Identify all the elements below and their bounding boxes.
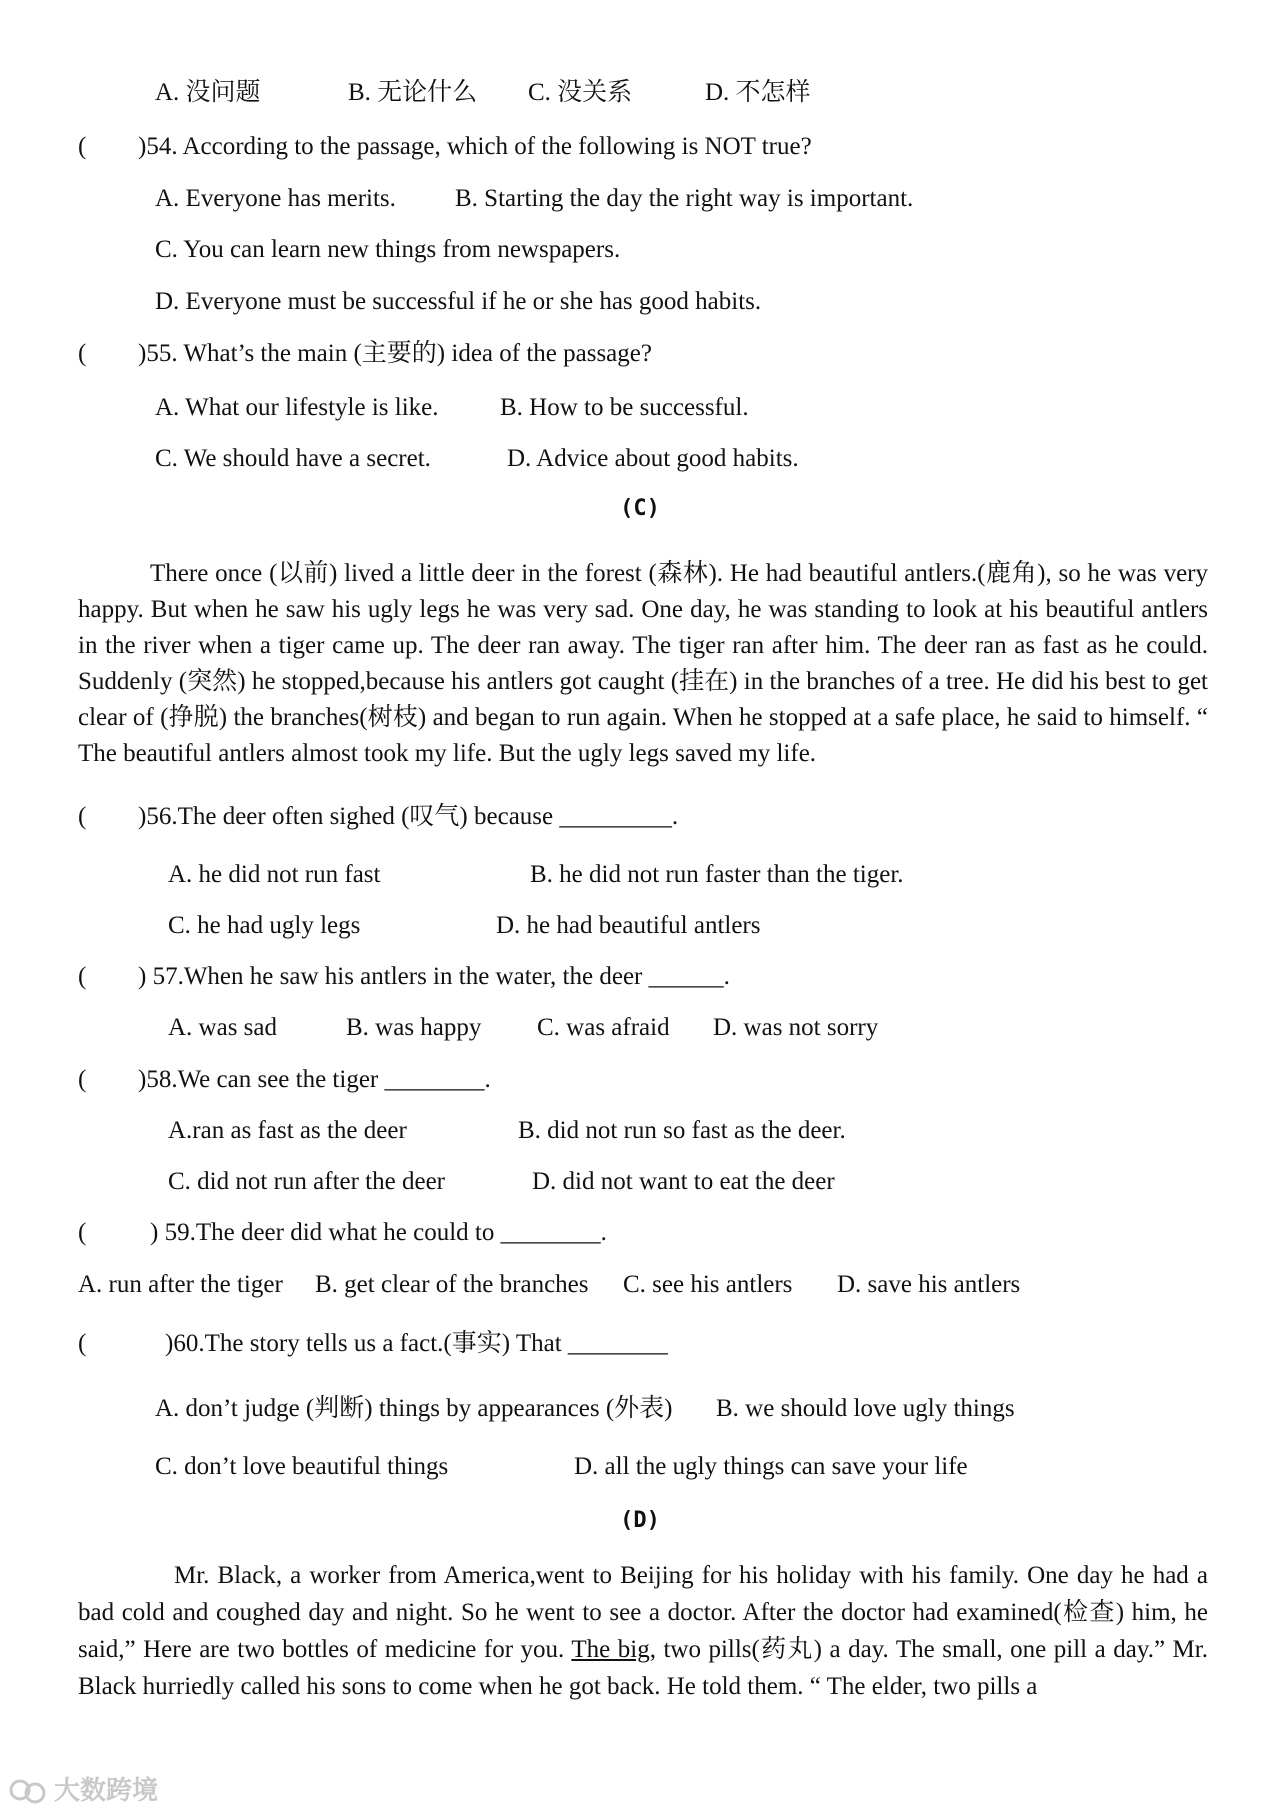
q59-option-c: C. see his antlers bbox=[623, 1271, 793, 1298]
q56-question: )56.The deer often sighed (叹气) because _________. bbox=[138, 803, 679, 830]
q55-option-c: C. We should have a secret. bbox=[155, 445, 431, 472]
q58-question: )58.We can see the tiger ________. bbox=[138, 1066, 491, 1093]
q53-option-a: A. 没问题 bbox=[155, 79, 261, 106]
q55-option-d: D. Advice about good habits. bbox=[507, 445, 799, 472]
q56-option-c: C. he had ugly legs bbox=[168, 912, 361, 939]
section-d-heading: (D) bbox=[620, 1508, 660, 1533]
q55-question: )55. What’s the main (主要的) idea of the passage? bbox=[138, 340, 652, 367]
q58-option-a: A.ran as fast as the deer bbox=[168, 1117, 407, 1144]
q58-option-d: D. did not want to eat the deer bbox=[532, 1168, 835, 1195]
q57-option-c: C. was afraid bbox=[537, 1014, 670, 1041]
q60-option-b: B. we should love ugly things bbox=[716, 1395, 1015, 1422]
passage-d bbox=[78, 1557, 1208, 1705]
q58-option-c: C. did not run after the deer bbox=[168, 1168, 445, 1195]
q59-option-d: D. save his antlers bbox=[837, 1271, 1021, 1298]
passage-d-text bbox=[78, 1557, 1208, 1705]
q54-option-c: C. You can learn new things from newspapers. bbox=[155, 236, 621, 263]
q60-option-d: D. all the ugly things can save your life bbox=[574, 1453, 968, 1480]
q53-option-c: C. 没关系 bbox=[528, 79, 633, 106]
q59-option-a: A. run after the tiger bbox=[78, 1271, 283, 1298]
q54-question: )54. According to the passage, which of the following is NOT true? bbox=[138, 133, 812, 160]
passage-c bbox=[78, 556, 1208, 772]
q55-option-a: A. What our lifestyle is like. bbox=[155, 394, 439, 421]
q60-option-a: A. don’t judge (判断) things by appearances (外表) bbox=[155, 1395, 673, 1422]
watermark-text: 大数跨境 bbox=[54, 1776, 159, 1806]
q59-question: ) 59.The deer did what he could to ________. bbox=[150, 1219, 607, 1246]
q55-option-b: B. How to be successful. bbox=[500, 394, 749, 421]
q57-option-b: B. was happy bbox=[346, 1014, 482, 1041]
q59-option-b: B. get clear of the branches bbox=[315, 1271, 589, 1298]
q56-paren: ( bbox=[78, 803, 87, 830]
q57-question: ) 57.When he saw his antlers in the water, the deer ______. bbox=[138, 963, 730, 990]
q57-paren: ( bbox=[78, 963, 87, 990]
q53-option-b: B. 无论什么 bbox=[348, 79, 478, 106]
section-c-heading: (C) bbox=[620, 496, 660, 521]
q56-option-b: B. he did not run faster than the tiger. bbox=[530, 861, 904, 888]
q57-option-a: A. was sad bbox=[168, 1014, 278, 1041]
passage-d-part1: Mr. Black, a worker from America,went to Beijing for his holiday with his family. One day he had a bad cold and coughed day and night. So he went to see a doctor. After the doctor had examined(检查) him, he said,” Here are two bottles of medicine for you. bbox=[78, 1562, 1208, 1663]
q56-option-d: D. he had beautiful antlers bbox=[496, 912, 761, 939]
q60-option-c: C. don’t love beautiful things bbox=[155, 1453, 449, 1480]
q60-paren: ( bbox=[78, 1330, 87, 1357]
q53-option-d: D. 不怎样 bbox=[705, 79, 811, 106]
q59-paren: ( bbox=[78, 1219, 87, 1246]
passage-c-text: There once (以前) lived a little deer in the forest (森林). He had beautiful antlers.(鹿角), so he was very happy. But when he saw his ugly legs he was very sad. One day, he was standing to look at his beautiful antlers in the river when a tiger came up. The deer ran away. The tiger ran after him. The deer ran as fast as he could. Suddenly (突然) he stopped,because his antlers got caught (挂在) in the branches of a tree. He did his best to get clear of (挣脱) the branches(树枝) and began to run again. When he stopped at a safe place, he said to himself. “ The beautiful antlers almost took my life. But the ugly legs saved my life. bbox=[78, 560, 1208, 767]
watermark bbox=[8, 1770, 158, 1807]
q57-option-d: D. was not sorry bbox=[713, 1014, 879, 1041]
q58-option-b: B. did not run so fast as the deer. bbox=[518, 1117, 846, 1144]
q56-option-a: A. he did not run fast bbox=[168, 861, 381, 888]
q54-paren: ( bbox=[78, 133, 87, 160]
q54-option-a: A. Everyone has merits. bbox=[155, 185, 396, 212]
passage-d-part2: , two pills(药丸) a day. The small, one pill a day.” Mr. Black hurriedly called his sons to come when he got back. He told them. “ The elder, two pills a bbox=[78, 1636, 1208, 1700]
q54-option-b: B. Starting the day the right way is important. bbox=[455, 185, 914, 212]
q55-paren: ( bbox=[78, 340, 87, 367]
q58-paren: ( bbox=[78, 1066, 87, 1093]
passage-d-underlined: The big bbox=[571, 1636, 650, 1663]
logo-icon bbox=[8, 1778, 48, 1806]
q60-question: )60.The story tells us a fact.(事实) That ________ bbox=[165, 1330, 668, 1357]
q54-option-d: D. Everyone must be successful if he or she has good habits. bbox=[155, 288, 762, 315]
